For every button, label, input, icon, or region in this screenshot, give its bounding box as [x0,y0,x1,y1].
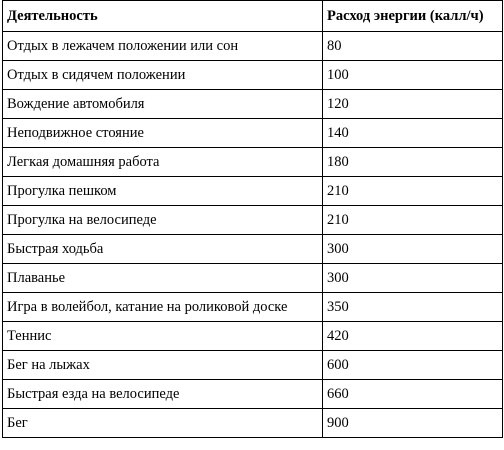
table-header-row [3,1,503,32]
table-row [3,264,503,293]
table-row [3,119,503,148]
activity-cell: Бег [3,409,323,438]
table-row [3,380,503,409]
activity-cell: Прогулка пешком [3,177,323,206]
table-row [3,61,503,90]
activity-cell: Теннис [3,322,323,351]
energy-cell: 300 [323,235,503,264]
activity-cell: Прогулка на велосипеде [3,206,323,235]
energy-cell: 180 [323,148,503,177]
energy-cell: 210 [323,177,503,206]
activity-cell: Отдых в лежачем положении или сон [3,32,323,61]
activity-cell: Отдых в сидячем положении [3,61,323,90]
table-row [3,177,503,206]
table-row [3,322,503,351]
table-row [3,148,503,177]
activity-cell: Быстрая ходьба [3,235,323,264]
activity-cell: Бег на лыжах [3,351,323,380]
table-row [3,90,503,119]
activity-cell: Вождение автомобиля [3,90,323,119]
table-row [3,206,503,235]
table-body [3,32,503,438]
energy-cell: 420 [323,322,503,351]
table-row [3,409,503,438]
header-energy: Расход энергии (калл/ч) [323,1,503,32]
table-row [3,351,503,380]
energy-cell: 300 [323,264,503,293]
activity-cell: Плаванье [3,264,323,293]
activity-cell: Игра в волейбол, катание на роликовой доске [3,293,323,322]
table-row [3,293,503,322]
energy-cell: 140 [323,119,503,148]
energy-cell: 100 [323,61,503,90]
header-activity: Деятельность [3,1,323,32]
energy-cell: 120 [323,90,503,119]
energy-cell: 80 [323,32,503,61]
energy-cell: 660 [323,380,503,409]
table-row [3,235,503,264]
activity-cell: Легкая домашняя работа [3,148,323,177]
energy-cell: 900 [323,409,503,438]
energy-cell: 350 [323,293,503,322]
table-row [3,32,503,61]
energy-cell: 210 [323,206,503,235]
energy-expenditure-table [2,0,503,438]
energy-cell: 600 [323,351,503,380]
activity-cell: Быстрая езда на велосипеде [3,380,323,409]
activity-cell: Неподвижное стояние [3,119,323,148]
